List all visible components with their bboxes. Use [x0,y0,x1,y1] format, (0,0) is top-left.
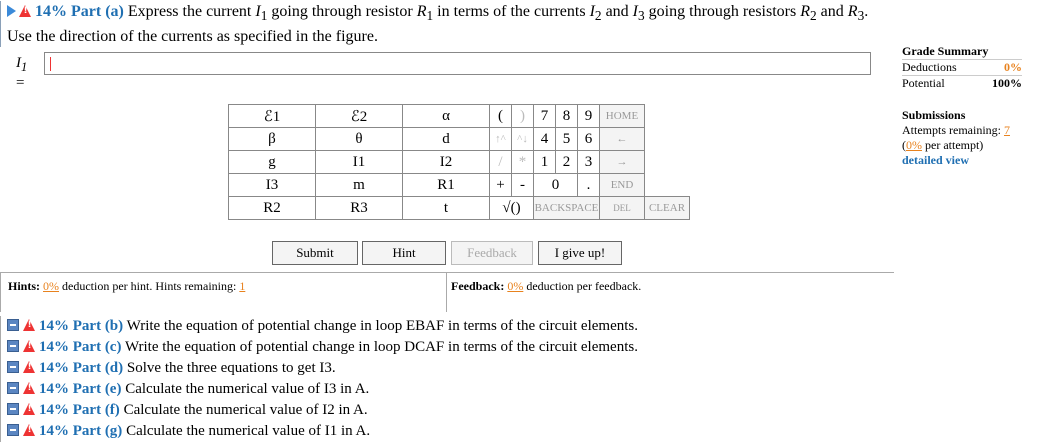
key-theta[interactable]: θ [316,128,403,151]
part-a-label: Part (a) [71,3,124,20]
key-end[interactable]: END [600,174,645,197]
hint-deduction: 0% [43,279,60,293]
feedback-button[interactable]: Feedback [451,241,533,265]
submit-button[interactable]: Submit [272,241,358,265]
key-r1[interactable]: R1 [403,174,490,197]
key-t[interactable]: t [403,197,490,220]
key-0[interactable]: 0 [534,174,578,197]
key-clear[interactable]: CLEAR [645,197,690,220]
key-5[interactable]: 5 [556,128,578,151]
hint-button[interactable]: Hint [362,241,446,265]
keypad [228,104,690,220]
key-i1[interactable]: I1 [316,151,403,174]
key-beta[interactable]: β [229,128,316,151]
deductions-row: Deductions 0% [902,60,1022,74]
key-9[interactable]: 9 [578,105,600,128]
part-doc-icon [7,361,19,373]
key-i3[interactable]: I3 [229,174,316,197]
key-g[interactable]: g [229,151,316,174]
submissions-title: Submissions [902,108,966,122]
part-g-row[interactable]: !14% Part (g) Calculate the numerical value of I1 in A. [1,421,894,442]
key-emf2[interactable]: ℰ2 [316,105,403,128]
key-3[interactable]: 3 [578,151,600,174]
text-caret [50,57,51,71]
submissions-panel [902,108,1032,168]
key-decimal[interactable]: . [578,174,600,197]
expand-triangle-icon[interactable] [7,5,16,17]
part-b-row[interactable]: !14% Part (b) Write the equation of potential change in loop EBAF in terms of the circuit elements. [1,316,894,337]
key-6[interactable]: 6 [578,128,600,151]
key-r3[interactable]: R3 [316,197,403,220]
part-d-row[interactable]: !14% Part (d) Solve the three equations to get I3. [1,358,894,379]
part-doc-icon [7,319,19,331]
part-doc-icon [7,424,19,436]
key-1[interactable]: 1 [534,151,556,174]
hints-panel: Hints: 0% deduction per hint. Hints remaining: 1 [0,272,446,312]
feedback-deduction: 0% [507,279,524,293]
part-a-percent: 14% [35,3,67,20]
warning-icon [23,361,36,373]
part-doc-icon [7,382,19,394]
part-doc-icon [7,403,19,415]
warning-icon [19,5,32,17]
key-plus[interactable]: + [490,174,512,197]
key-2[interactable]: 2 [556,151,578,174]
give-up-button[interactable]: I give up! [538,241,622,265]
key-d[interactable]: d [403,128,490,151]
key-r2[interactable]: R2 [229,197,316,220]
feedback-panel: Feedback: 0% deduction per feedback. [446,272,894,312]
warning-icon [23,340,36,352]
key-8[interactable]: 8 [556,105,578,128]
key-home[interactable]: HOME [600,105,645,128]
part-c-row[interactable]: !14% Part (c) Write the equation of potential change in loop DCAF in terms of the circuit elements. [1,337,894,358]
key-emf1[interactable]: ℰ1 [229,105,316,128]
key-multiply[interactable]: * [512,151,534,174]
potential-row: Potential 100% [902,76,1022,90]
key-divide[interactable]: / [490,151,512,174]
key-paren-close[interactable]: ) [512,105,534,128]
key-4[interactable]: 4 [534,128,556,151]
key-minus[interactable]: - [512,174,534,197]
warning-icon [23,319,36,331]
part-e-row[interactable]: !14% Part (e) Calculate the numerical value of I3 in A. [1,379,894,400]
part-a-header [0,1,894,47]
warning-icon [23,382,36,394]
key-del[interactable]: DEL [600,197,645,220]
part-a-question: Express the current $I_1$ going through resistor $R_1$ in terms of the currents $I_2$ and $I_3$ going through resistors $R_2$ and $R_3$. Use the direction of the currents as specified in the figure. [7,3,869,46]
key-i2[interactable]: I2 [403,151,490,174]
hints-remaining: 1 [239,279,246,293]
warning-icon [23,424,36,436]
parts-list [0,316,894,442]
key-backspace[interactable]: BACKSPACE [534,197,600,220]
key-m[interactable]: m [316,174,403,197]
key-down-power[interactable]: ^↓ [512,128,534,151]
answer-input[interactable] [44,52,871,75]
grade-summary [902,44,1022,91]
grade-summary-title: Grade Summary [902,44,989,58]
key-7[interactable]: 7 [534,105,556,128]
key-alpha[interactable]: α [403,105,490,128]
detailed-view-link[interactable]: detailed view [902,153,969,167]
per-attempt: (0% per attempt) [902,138,984,152]
key-up-power[interactable]: ↑^ [490,128,512,151]
part-f-row[interactable]: !14% Part (f) Calculate the numerical value of I2 in A. [1,400,894,421]
key-sqrt[interactable]: √() [490,197,534,220]
key-paren-open[interactable]: ( [490,105,512,128]
part-doc-icon [7,340,19,352]
question-area: !14% Part (a) Express the current $I_1$ going through resistor $R_1$ in terms of the currents $I_2$ and $I_3$ going through resistors $R_2$ and $R_3$. Use the direction of the currents as specified in the figure. $I_1$ = ℰ1 ℰ2 α ( ) 7 8 9 HOME β θ d ↑^ ^↓ 4 5 6 ← g I1 I2 / * 1 2 3 → I3 m R1 + - 0 . END R2 R3 t √() BACKSPACE DEL CLEAR Submit Hint Feedback I give up! Hints: 0% deduction per hint. Hints remaining: 1 Feedback: 0% deduction per feedback. !14% Part (b) Write the equation of potential change in loop EBAF in terms of the circuit elements. !14% Part (c) Write the equation of potential change in loop DCAF in terms of the circuit elements. !14% Part (d) Solve the three equations to get I3. !14% Part (e) Calculate the numerical value of I3 in A. !14% Part (f) Calculate the numerical value of I2 in A. !14% Part (g) Calculate the numerical value of I1 in A. [0,0,894,446]
attempts-remaining: Attempts remaining: 7 [902,123,1010,137]
right-arrow-icon[interactable]: → [600,151,645,174]
warning-icon [23,403,36,415]
left-arrow-icon[interactable]: ← [600,128,645,151]
